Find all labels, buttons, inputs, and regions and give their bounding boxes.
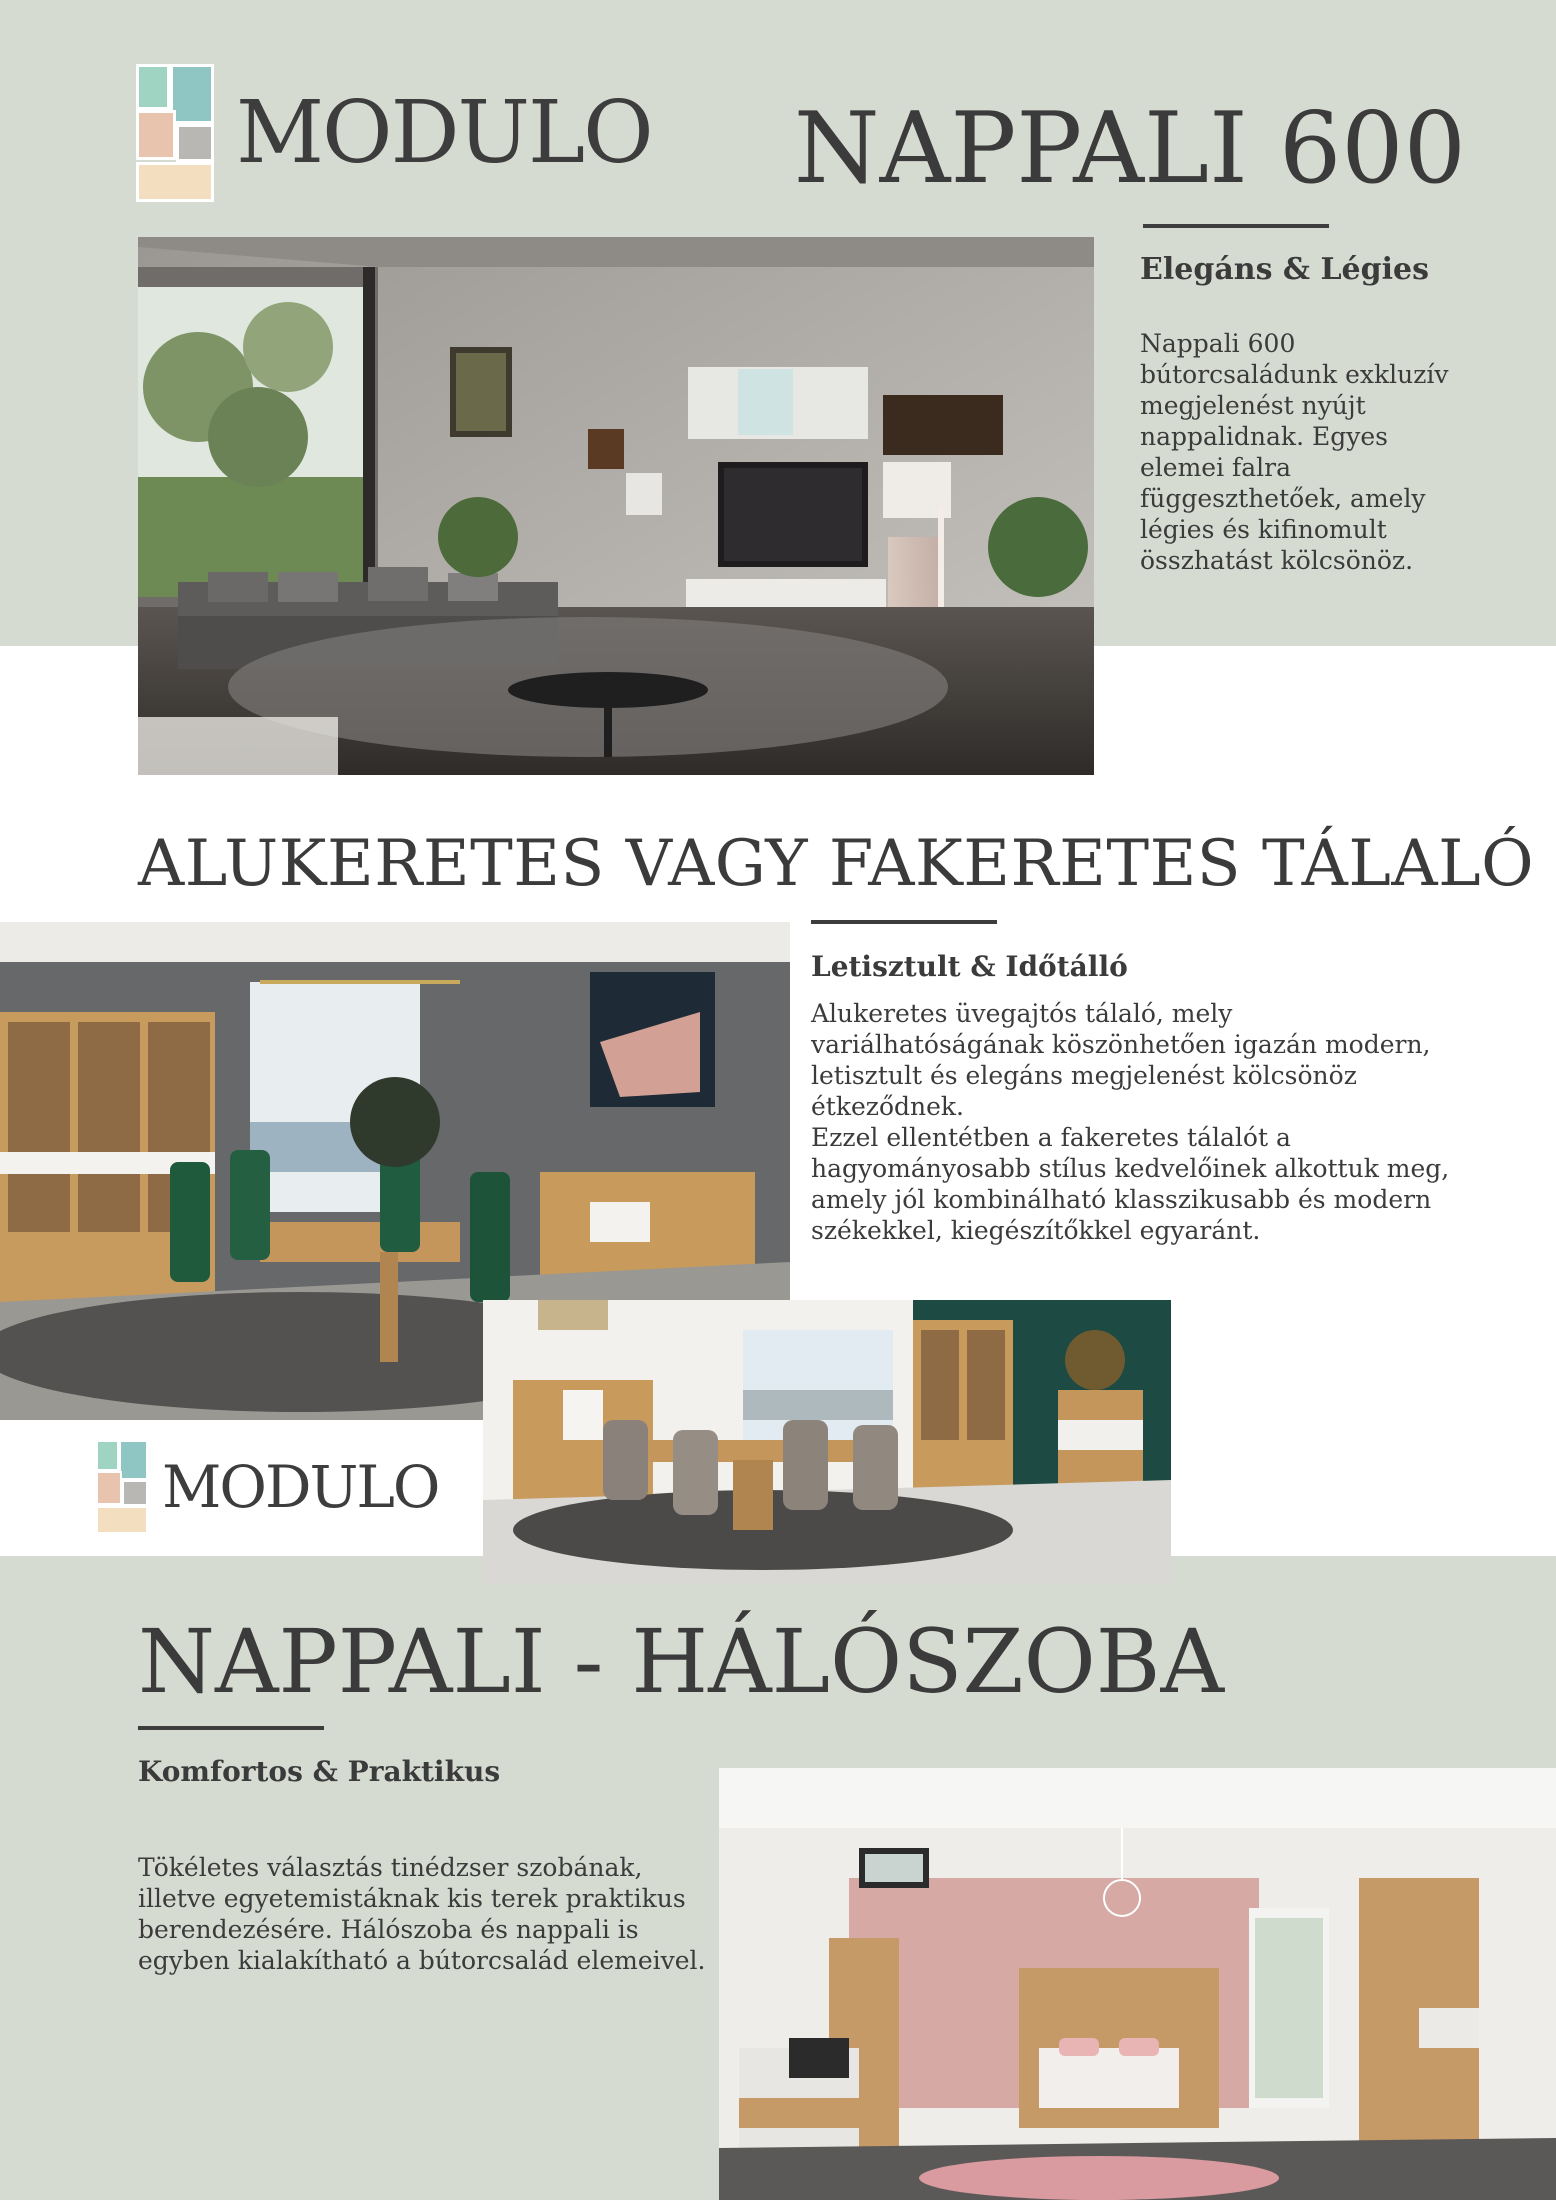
- brand-name-small: MODULO: [162, 1453, 439, 1521]
- section2-divider: [811, 920, 997, 924]
- section2-body-2: Ezzel ellentétben a fakeretes tálalót a hagyományosabb stílus kedvelőinek alkottuk meg, amely jól kombinálható klasszikusabb és modern székekkel, kiegészítőkkel egyaránt.: [811, 1123, 1450, 1245]
- section3-divider: [138, 1726, 324, 1730]
- section1-divider: [1143, 224, 1329, 228]
- dining-room-photo-wooden: [483, 1300, 1171, 1584]
- section3-subtitle: Komfortos & Praktikus: [138, 1755, 501, 1788]
- brand-name: MODULO: [236, 83, 652, 183]
- section3-title: NAPPALI - HÁLÓSZOBA: [138, 1610, 1224, 1713]
- section2-subtitle: Letisztult & Időtálló: [811, 950, 1128, 983]
- section1-subtitle: Elegáns & Légies: [1140, 252, 1429, 287]
- section3-body: Tökéletes választás tinédzser szobának, illetve egyetemistáknak kis terek praktikus berendezésére. Hálószoba és nappali is egyben kialakítható a bútorcsalád elemeivel.: [138, 1853, 706, 1975]
- section1-body: Nappali 600 bútorcsaládunk exkluzív megjelenést nyújt nappalidnak. Egyes elemei falra függeszthetőek, amely légies és kifinomult összhatást kölcsönöz.: [1140, 329, 1449, 575]
- bedroom-illustration: [719, 1768, 1556, 2200]
- brand-logo: [136, 64, 652, 202]
- dining-room-illustration-2: [483, 1300, 1171, 1584]
- brand-logo-small: [96, 1440, 438, 1534]
- section2-title: ALUKERETES VAGY FAKERETES TÁLALÓ: [138, 827, 1535, 901]
- section1-title: NAPPALI 600: [793, 92, 1466, 206]
- bedroom-photo: [719, 1768, 1556, 2200]
- logo-mark-small-icon: [96, 1440, 148, 1534]
- living-room-photo: [138, 237, 1094, 775]
- living-room-illustration: [138, 237, 1094, 775]
- section2-body-1: Alukeretes üvegajtós tálaló, mely variálhatóságának köszönhetően igazán modern, letisztult és elegáns megjelenést kölcsönöz étkeződnek.: [811, 999, 1431, 1121]
- logo-mark-icon: [136, 64, 214, 202]
